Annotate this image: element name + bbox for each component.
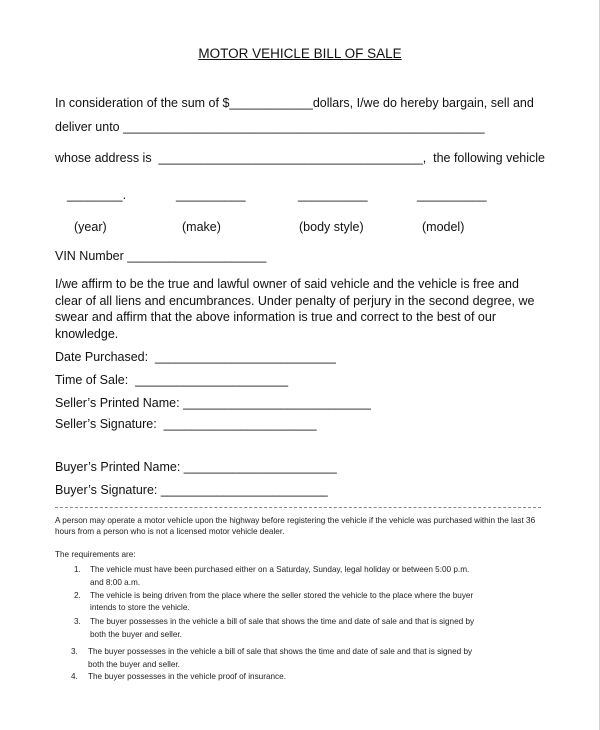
make-label: (make) — [182, 220, 221, 234]
requirement-line: The buyer possesses in the vehicle proof of insurance. — [88, 672, 286, 681]
requirement-number: 3. — [74, 617, 81, 626]
model-label: (model) — [422, 220, 465, 234]
requirement-line: The vehicle must have been purchased either on a Saturday, Sunday, legal holiday or between 5:00 p.m. — [90, 565, 470, 574]
time-of-sale-field: Time of Sale: ______________________ — [55, 373, 289, 387]
requirement-line: both the buyer and seller. — [88, 660, 180, 669]
make-blank: __________ — [176, 188, 246, 202]
buyer-signature-field: Buyer’s Signature: ________________________ — [55, 483, 328, 497]
requirement-number: 4. — [71, 672, 78, 681]
affirmation-paragraph: I/we affirm to be the true and lawful owner of said vehicle and the vehicle is free and clear of all liens and encumbrances. Under penalty of perjury in the second degree, we swear and affirm that the above information is true and correct to the best of our knowledge. — [55, 277, 535, 341]
body-style-blank: __________ — [298, 188, 368, 202]
requirement-line: The buyer possesses in the vehicle a bill of sale that shows the time and date of sale and that is signed by — [90, 617, 475, 626]
divider — [55, 507, 541, 508]
footnote: A person may operate a motor vehicle upon the highway before registering the vehicle if the vehicle was purchased within the last 36 hours from a person who is not a licensed motor vehicle dealer. — [55, 516, 536, 536]
requirement-number: 3. — [71, 647, 78, 656]
requirement-line: intends to store the vehicle. — [90, 603, 190, 612]
seller-signature-field: Seller’s Signature: ______________________ — [55, 417, 317, 431]
year-label: (year) — [74, 220, 107, 234]
address-line: whose address is ______________________________________, the following vehicle — [55, 151, 545, 165]
seller-printed-name-field: Seller’s Printed Name: ___________________________ — [55, 396, 371, 410]
year-blank: ________. — [67, 188, 127, 202]
model-blank: __________ — [417, 188, 487, 202]
buyer-printed-name-field: Buyer’s Printed Name: ______________________ — [55, 460, 337, 474]
requirement-number: 1. — [74, 565, 81, 574]
requirement-number: 2. — [74, 591, 81, 600]
deliver-line: deliver unto ____________________________________________________ — [55, 120, 485, 134]
document-title: MOTOR VEHICLE BILL OF SALE — [198, 46, 402, 61]
consideration-line: In consideration of the sum of $____________dollars, I/we do hereby bargain, sell and — [55, 96, 534, 110]
requirement-line: both the buyer and seller. — [90, 630, 182, 639]
vin-line: VIN Number ____________________ — [55, 249, 267, 263]
requirement-line: The buyer possesses in the vehicle a bill of sale that shows the time and date of sale and that is signed by — [88, 647, 473, 656]
requirement-line: and 8:00 a.m. — [90, 578, 141, 587]
body-style-label: (body style) — [299, 220, 364, 234]
requirement-line: The vehicle is being driven from the place where the seller stored the vehicle to the place where the buyer — [90, 591, 474, 600]
date-purchased-field: Date Purchased: __________________________ — [55, 350, 336, 364]
requirements-heading: The requirements are: — [55, 550, 136, 559]
